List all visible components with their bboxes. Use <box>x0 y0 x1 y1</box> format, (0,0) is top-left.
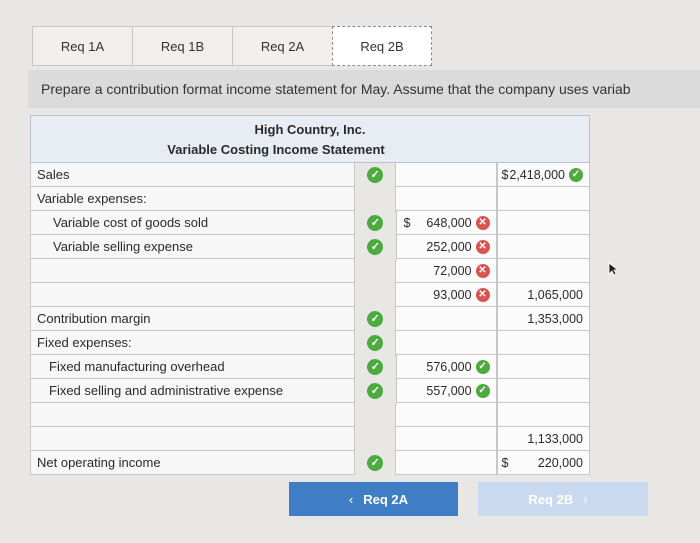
statement-header <box>30 115 590 163</box>
mouse-cursor-icon <box>608 262 620 276</box>
amount2-total-fixed[interactable]: 1,133,000 <box>497 427 590 451</box>
amount2-blank-3[interactable] <box>497 403 590 427</box>
label-total-fixed[interactable] <box>30 427 355 451</box>
amount1-blank-1[interactable]: 72,000 ✕ <box>395 259 496 283</box>
check-icon: ✓ <box>367 215 383 231</box>
amount1-fixed-selling-admin[interactable]: 557,000 ✓ <box>396 379 497 403</box>
label-blank-3[interactable] <box>30 403 355 427</box>
row-fixed-expenses <box>30 331 590 355</box>
statement-title: Variable Costing Income Statement <box>167 142 385 157</box>
check-icon: ✓ <box>367 311 383 327</box>
check-icon: ✓ <box>367 455 383 471</box>
check-icon: ✓ <box>476 384 490 398</box>
label-vsell[interactable]: Variable selling expense <box>30 235 355 259</box>
amount1-blank-3[interactable] <box>395 403 496 427</box>
x-icon: ✕ <box>476 240 490 254</box>
dollar-sign: $ <box>403 215 411 230</box>
row-fixed-selling-admin <box>30 379 590 403</box>
amount1-vsell[interactable]: 252,000 ✕ <box>396 235 497 259</box>
label-contribution-margin[interactable]: Contribution margin <box>30 307 355 331</box>
row-variable-expenses <box>30 187 590 211</box>
tab-req-2a[interactable]: Req 2A <box>232 26 332 66</box>
row-sales <box>30 163 590 187</box>
label-sales[interactable]: Sales <box>30 163 355 187</box>
amount1-total-fixed[interactable] <box>395 427 496 451</box>
row-vcogs <box>30 211 590 235</box>
check-icon: ✓ <box>367 335 383 351</box>
row-total-fixed <box>30 427 590 451</box>
dollar-sign: $ <box>501 455 509 470</box>
label-net-operating-income[interactable]: Net operating income <box>30 451 355 475</box>
amount1-contribution-margin[interactable] <box>395 307 496 331</box>
label-fixed-expenses[interactable]: Fixed expenses: <box>30 331 355 355</box>
amount1-variable-expenses[interactable] <box>395 187 496 211</box>
tab-req-2b[interactable]: Req 2B <box>332 26 432 66</box>
row-fixed-mfg-overhead <box>30 355 590 379</box>
instruction-text: Prepare a contribution format income statement for May. Assume that the company uses variab <box>28 70 700 108</box>
tab-req-1b[interactable]: Req 1B <box>132 26 232 66</box>
check-icon: ✓ <box>367 383 383 399</box>
row-net-operating-income <box>30 451 590 475</box>
amount1-fixed-expenses[interactable] <box>395 331 496 355</box>
requirement-tabs <box>32 26 432 66</box>
label-fixed-mfg-overhead[interactable]: Fixed manufacturing overhead <box>30 355 355 379</box>
next-req-button[interactable] <box>478 482 648 516</box>
amount1-vcogs[interactable]: $ 648,000 ✕ <box>396 211 497 235</box>
check-icon: ✓ <box>367 239 383 255</box>
amount2-sales[interactable]: $ 2,418,000 ✓ <box>497 163 590 187</box>
amount2-net-operating-income[interactable]: $ 220,000 <box>497 451 590 475</box>
row-blank-1 <box>30 259 590 283</box>
amount1-sales[interactable] <box>395 163 496 187</box>
amount1-net-operating-income[interactable] <box>395 451 496 475</box>
label-vcogs[interactable]: Variable cost of goods sold <box>30 211 355 235</box>
x-icon: ✕ <box>476 264 490 278</box>
income-statement <box>30 115 590 475</box>
amount1-fixed-mfg-overhead[interactable]: 576,000 ✓ <box>396 355 497 379</box>
label-blank-2[interactable] <box>30 283 355 307</box>
next-req-label: Req 2B <box>528 491 574 507</box>
check-icon: ✓ <box>569 168 583 182</box>
row-blank-3 <box>30 403 590 427</box>
chevron-left-icon: ‹ <box>348 491 354 507</box>
dollar-sign: $ <box>501 167 509 182</box>
x-icon: ✕ <box>476 216 490 230</box>
amount1-blank-2[interactable]: 93,000 ✕ <box>395 283 496 307</box>
chevron-right-icon: › <box>583 491 588 507</box>
amount2-fixed-expenses[interactable] <box>497 331 590 355</box>
label-blank-1[interactable] <box>30 259 355 283</box>
prev-req-label: Req 2A <box>363 491 409 507</box>
amount2-fixed-selling-admin[interactable] <box>497 379 590 403</box>
check-icon: ✓ <box>367 167 383 183</box>
amount2-fixed-mfg-overhead[interactable] <box>497 355 590 379</box>
prev-req-button[interactable] <box>289 482 458 516</box>
tab-req-1a[interactable]: Req 1A <box>32 26 132 66</box>
x-icon: ✕ <box>476 288 490 302</box>
amount2-variable-expenses[interactable] <box>497 187 590 211</box>
label-fixed-selling-admin[interactable]: Fixed selling and administrative expense <box>30 379 355 403</box>
amount2-blank-2[interactable]: 1,065,000 <box>497 283 590 307</box>
amount2-contribution-margin[interactable]: 1,353,000 <box>497 307 590 331</box>
amount2-vcogs[interactable] <box>497 211 590 235</box>
row-blank-2 <box>30 283 590 307</box>
check-icon: ✓ <box>476 360 490 374</box>
company-name: High Country, Inc. <box>254 122 366 137</box>
amount2-vsell[interactable] <box>497 235 590 259</box>
row-contribution-margin <box>30 307 590 331</box>
check-icon: ✓ <box>367 359 383 375</box>
amount2-blank-1[interactable] <box>497 259 590 283</box>
label-variable-expenses[interactable]: Variable expenses: <box>30 187 355 211</box>
row-vsell <box>30 235 590 259</box>
